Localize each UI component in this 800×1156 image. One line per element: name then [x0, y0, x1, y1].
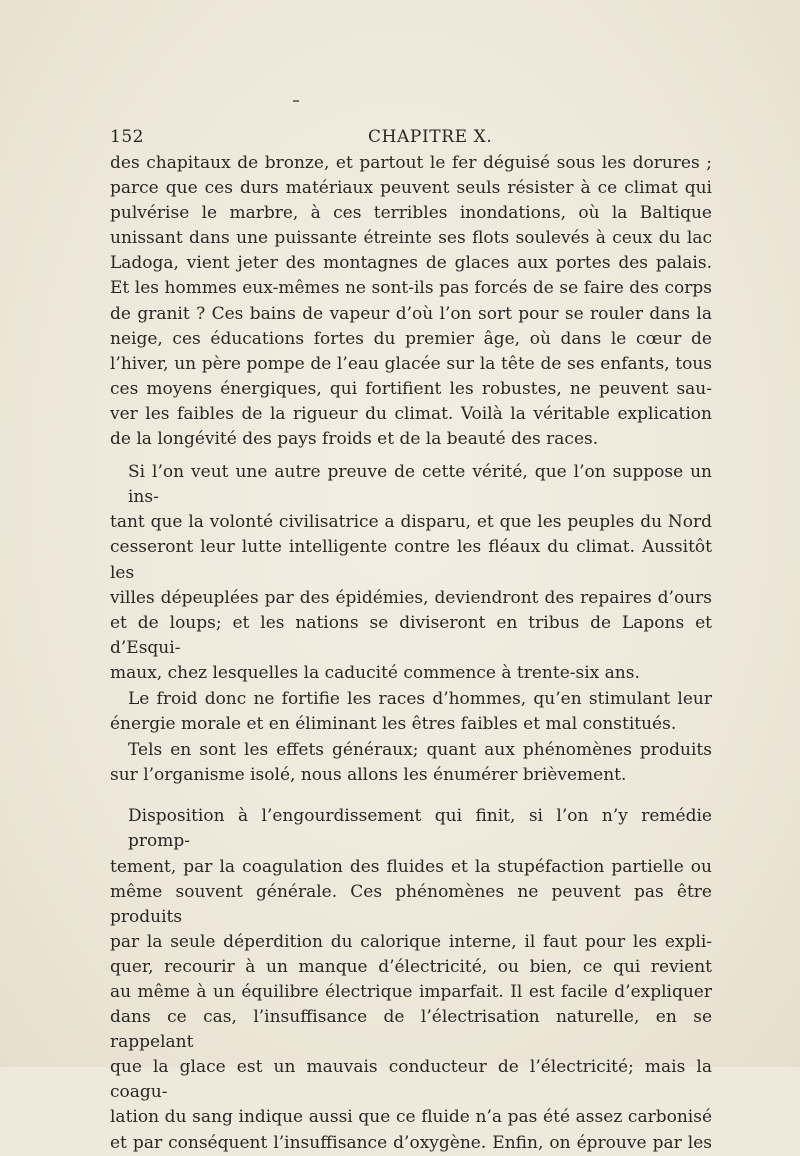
- text-line: Le froid donc ne fortifie les races d’hommes, qu’en stimulant leur: [128, 688, 712, 709]
- text-line: dans ce cas, l’insuffisance de l’électrisation naturelle, en se rappelant: [110, 1007, 712, 1053]
- text-line: ces moyens énergiques, qui fortifient les robustes, ne peuvent sau-: [110, 378, 712, 399]
- running-header: [110, 127, 712, 151]
- text-line: de granit ? Ces bains de vapeur d’où l’on sort pour se rouler dans la: [110, 303, 712, 324]
- text-line: ver les faibles de la rigueur du climat. Voilà la véritable explication: [110, 403, 712, 424]
- text-line: tement, par la coagulation des fluides et la stupéfaction partielle ou: [110, 856, 712, 877]
- text-line: Si l’on veut une autre preuve de cette vérité, que l’on suppose un ins-: [128, 462, 712, 508]
- text-line: l’hiver, un père pompe de l’eau glacée sur la tête de ses enfants, tous: [110, 353, 712, 374]
- text-line: parce que ces durs matériaux peuvent seuls résister à ce climat qui: [110, 178, 712, 199]
- text-line: énergie morale et en éliminant les êtres faibles et mal constitués.: [110, 714, 677, 735]
- text-line: Ladoga, vient jeter des montagnes de glaces aux portes des palais.: [110, 253, 712, 274]
- chapter-title: CHAPITRE X.: [368, 127, 493, 147]
- text-line: pulvérise le marbre, à ces terribles inondations, où la Baltique: [110, 203, 712, 224]
- text-line: unissant dans une puissante étreinte ses flots soulevés à ceux du lac: [110, 228, 712, 249]
- text-line: par la seule déperdition du calorique interne, il faut pour les expli-: [110, 931, 712, 952]
- text-line: et de loups; et les nations se diviseront en tribus de Lapons et d’Esqui-: [110, 612, 712, 658]
- page-number: 152: [110, 127, 144, 147]
- text-line: même souvent générale. Ces phénomènes ne peuvent pas être produits: [110, 881, 712, 927]
- paragraph-4: [110, 738, 712, 788]
- paragraph-1: [110, 151, 712, 452]
- text-line: des chapitaux de bronze, et partout le fer déguisé sous les dorures ;: [110, 153, 712, 173]
- text-line: villes dépeuplées par des épidémies, deviendront des repaires d’ours: [110, 587, 712, 608]
- text-line: quer, recourir à un manque d’électricité, ou bien, ce qui revient: [110, 956, 712, 977]
- text-line: neige, ces éducations fortes du premier âge, où dans le cœur de: [110, 328, 712, 349]
- text-line: cesseront leur lutte intelligente contre les fléaux du climat. Aussitôt les: [110, 537, 712, 583]
- text-line: tant que la volonté civilisatrice a disparu, et que les peuples du Nord: [110, 512, 712, 533]
- paragraph-2: [110, 460, 712, 686]
- paragraph-3: [110, 687, 712, 737]
- text-line: de la longévité des pays froids et de la beauté des races.: [110, 429, 599, 450]
- text-line: lation du sang indique aussi que ce fluide n’a pas été assez carbonisé: [110, 1107, 712, 1128]
- text-line: et par conséquent l’insuffisance d’oxygène. Enfin, on éprouve par les: [110, 1132, 712, 1153]
- paragraph-5: [110, 804, 712, 1155]
- text-line: sur l’organisme isolé, nous allons les énumérer brièvement.: [110, 765, 627, 786]
- body-text: [110, 151, 712, 1156]
- text-line: Et les hommes eux-mêmes ne sont-ils pas forcés de se faire des corps: [110, 278, 712, 299]
- text-line: que la glace est un mauvais conducteur de l’électricité; mais la coagu-: [110, 1057, 712, 1103]
- printer-mark: [293, 100, 299, 102]
- text-line: Disposition à l’engourdissement qui finit, si l’on n’y remédie promp-: [128, 806, 712, 852]
- text-line: au même à un équilibre électrique imparfait. Il est facile d’expliquer: [110, 982, 712, 1002]
- text-line: Tels en sont les effets généraux; quant aux phénomènes produits: [128, 740, 712, 761]
- text-line: maux, chez lesquelles la caducité commence à trente-six ans.: [110, 662, 640, 683]
